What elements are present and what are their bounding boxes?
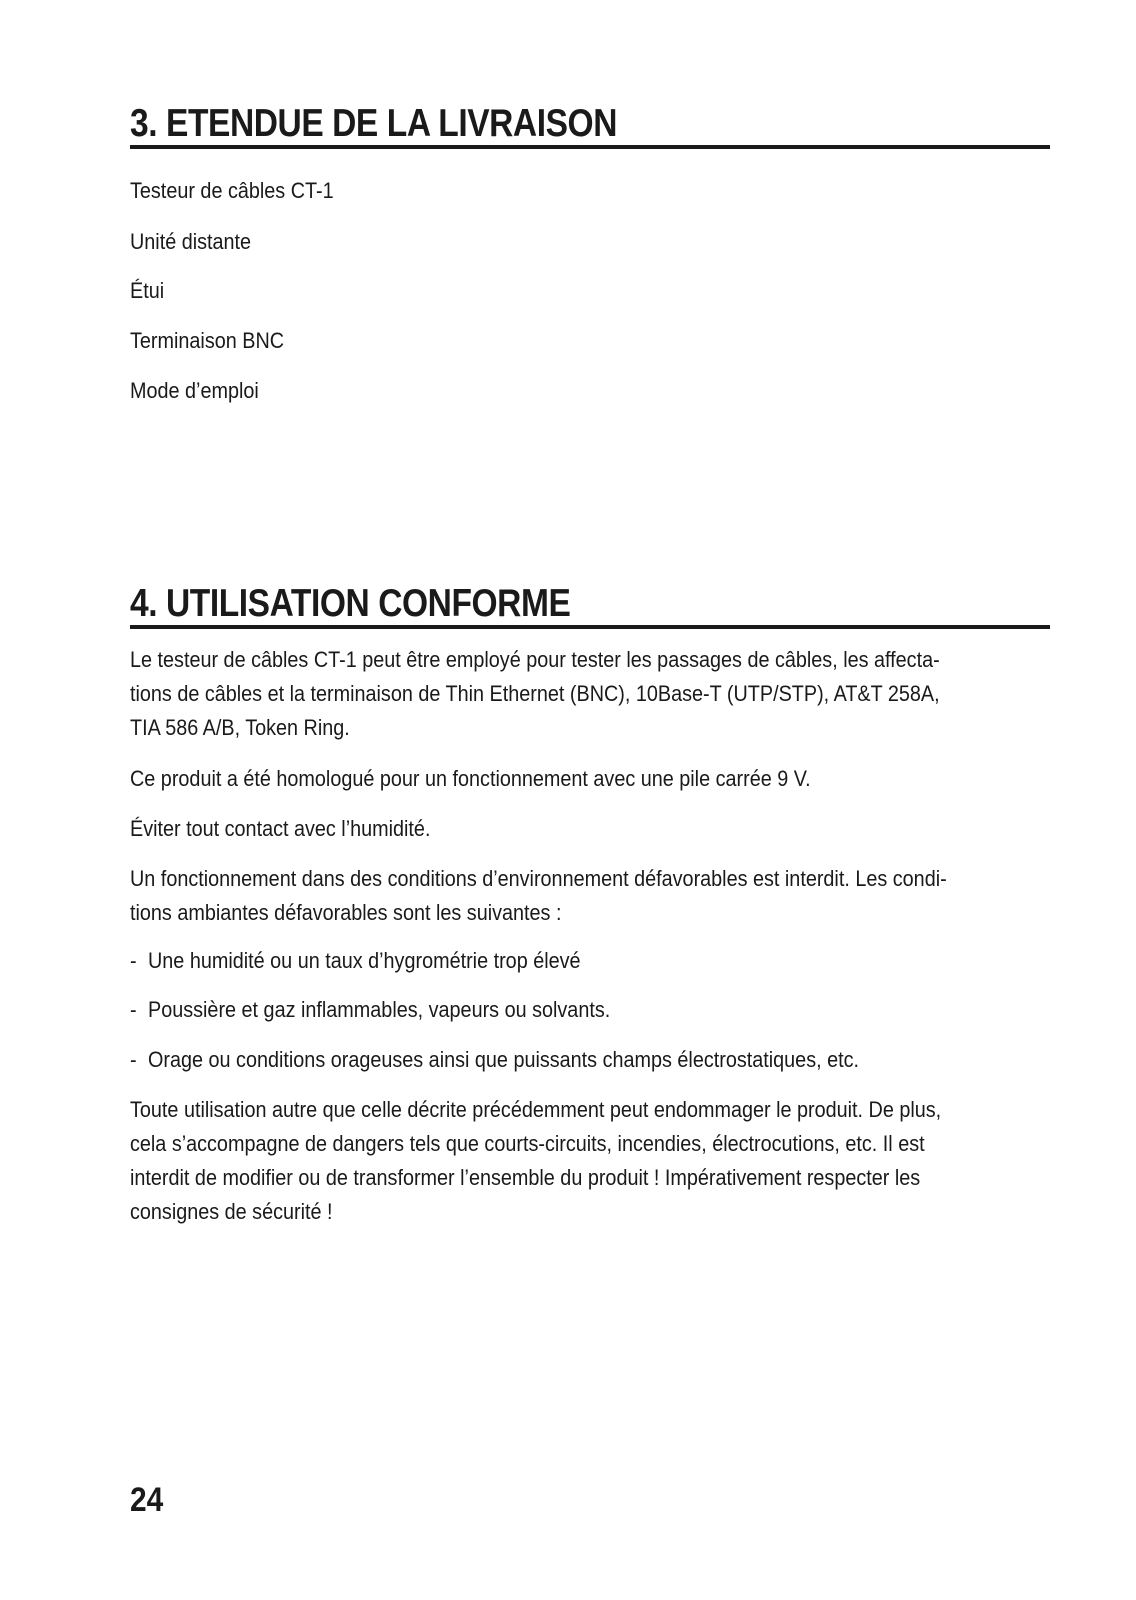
delivery-item-cable-tester: Testeur de câbles CT-1 — [130, 178, 334, 203]
delivery-item-case: Étui — [130, 278, 165, 303]
paragraph-5-line: consignes de sécurité ! — [130, 1199, 333, 1224]
bullet-text: Une humidité ou un taux d’hygrométrie trop élevé — [148, 948, 581, 973]
page-number: 24 — [130, 1481, 164, 1519]
paragraph-5-line: interdit de modifier ou de transformer l’ensemble du produit ! Impérativement respecter les — [130, 1165, 921, 1190]
section-4-rule — [130, 625, 1050, 629]
bullet-marker: - — [130, 997, 137, 1022]
paragraph-1-line: tions de câbles et la terminaison de Thin Ethernet (BNC), 10Base-T (UTP/STP), AT&T 258A, — [130, 681, 940, 706]
bullet-item — [130, 946, 581, 976]
paragraph-5-line: Toute utilisation autre que celle décrite précédemment peut endommager le produit. De plus, — [130, 1097, 942, 1122]
delivery-item-remote-unit: Unité distante — [130, 229, 252, 254]
bullet-marker: - — [130, 948, 137, 973]
section-4-heading: 4. UTILISATION CONFORME — [130, 582, 571, 625]
bullet-item — [130, 995, 610, 1025]
bullet-item — [130, 1045, 859, 1075]
section-3-rule — [130, 145, 1050, 149]
bullet-text: Orage ou conditions orageuses ainsi que puissants champs électrostatiques, etc. — [148, 1047, 860, 1072]
manual-page — [130, 0, 1050, 1600]
bullet-text: Poussière et gaz inflammables, vapeurs ou solvants. — [148, 997, 611, 1022]
paragraph-2: Ce produit a été homologué pour un fonctionnement avec une pile carrée 9 V. — [130, 766, 811, 791]
paragraph-1-line: Le testeur de câbles CT-1 peut être employé pour tester les passages de câbles, les affecta- — [130, 647, 940, 672]
paragraph-5-line: cela s’accompagne de dangers tels que courts-circuits, incendies, électrocutions, etc. Il est — [130, 1131, 925, 1156]
bullet-marker: - — [130, 1047, 137, 1072]
delivery-item-bnc-terminator: Terminaison BNC — [130, 328, 285, 353]
paragraph-4-line: tions ambiantes défavorables sont les suivantes : — [130, 900, 562, 925]
paragraph-4-line: Un fonctionnement dans des conditions d’environnement défavorables est interdit. Les condi- — [130, 866, 947, 891]
delivery-item-manual: Mode d’emploi — [130, 378, 259, 403]
section-3-heading: 3. ETENDUE DE LA LIVRAISON — [130, 102, 618, 145]
paragraph-3: Éviter tout contact avec l’humidité. — [130, 816, 431, 841]
paragraph-1-line: TIA 586 A/B, Token Ring. — [130, 715, 350, 740]
